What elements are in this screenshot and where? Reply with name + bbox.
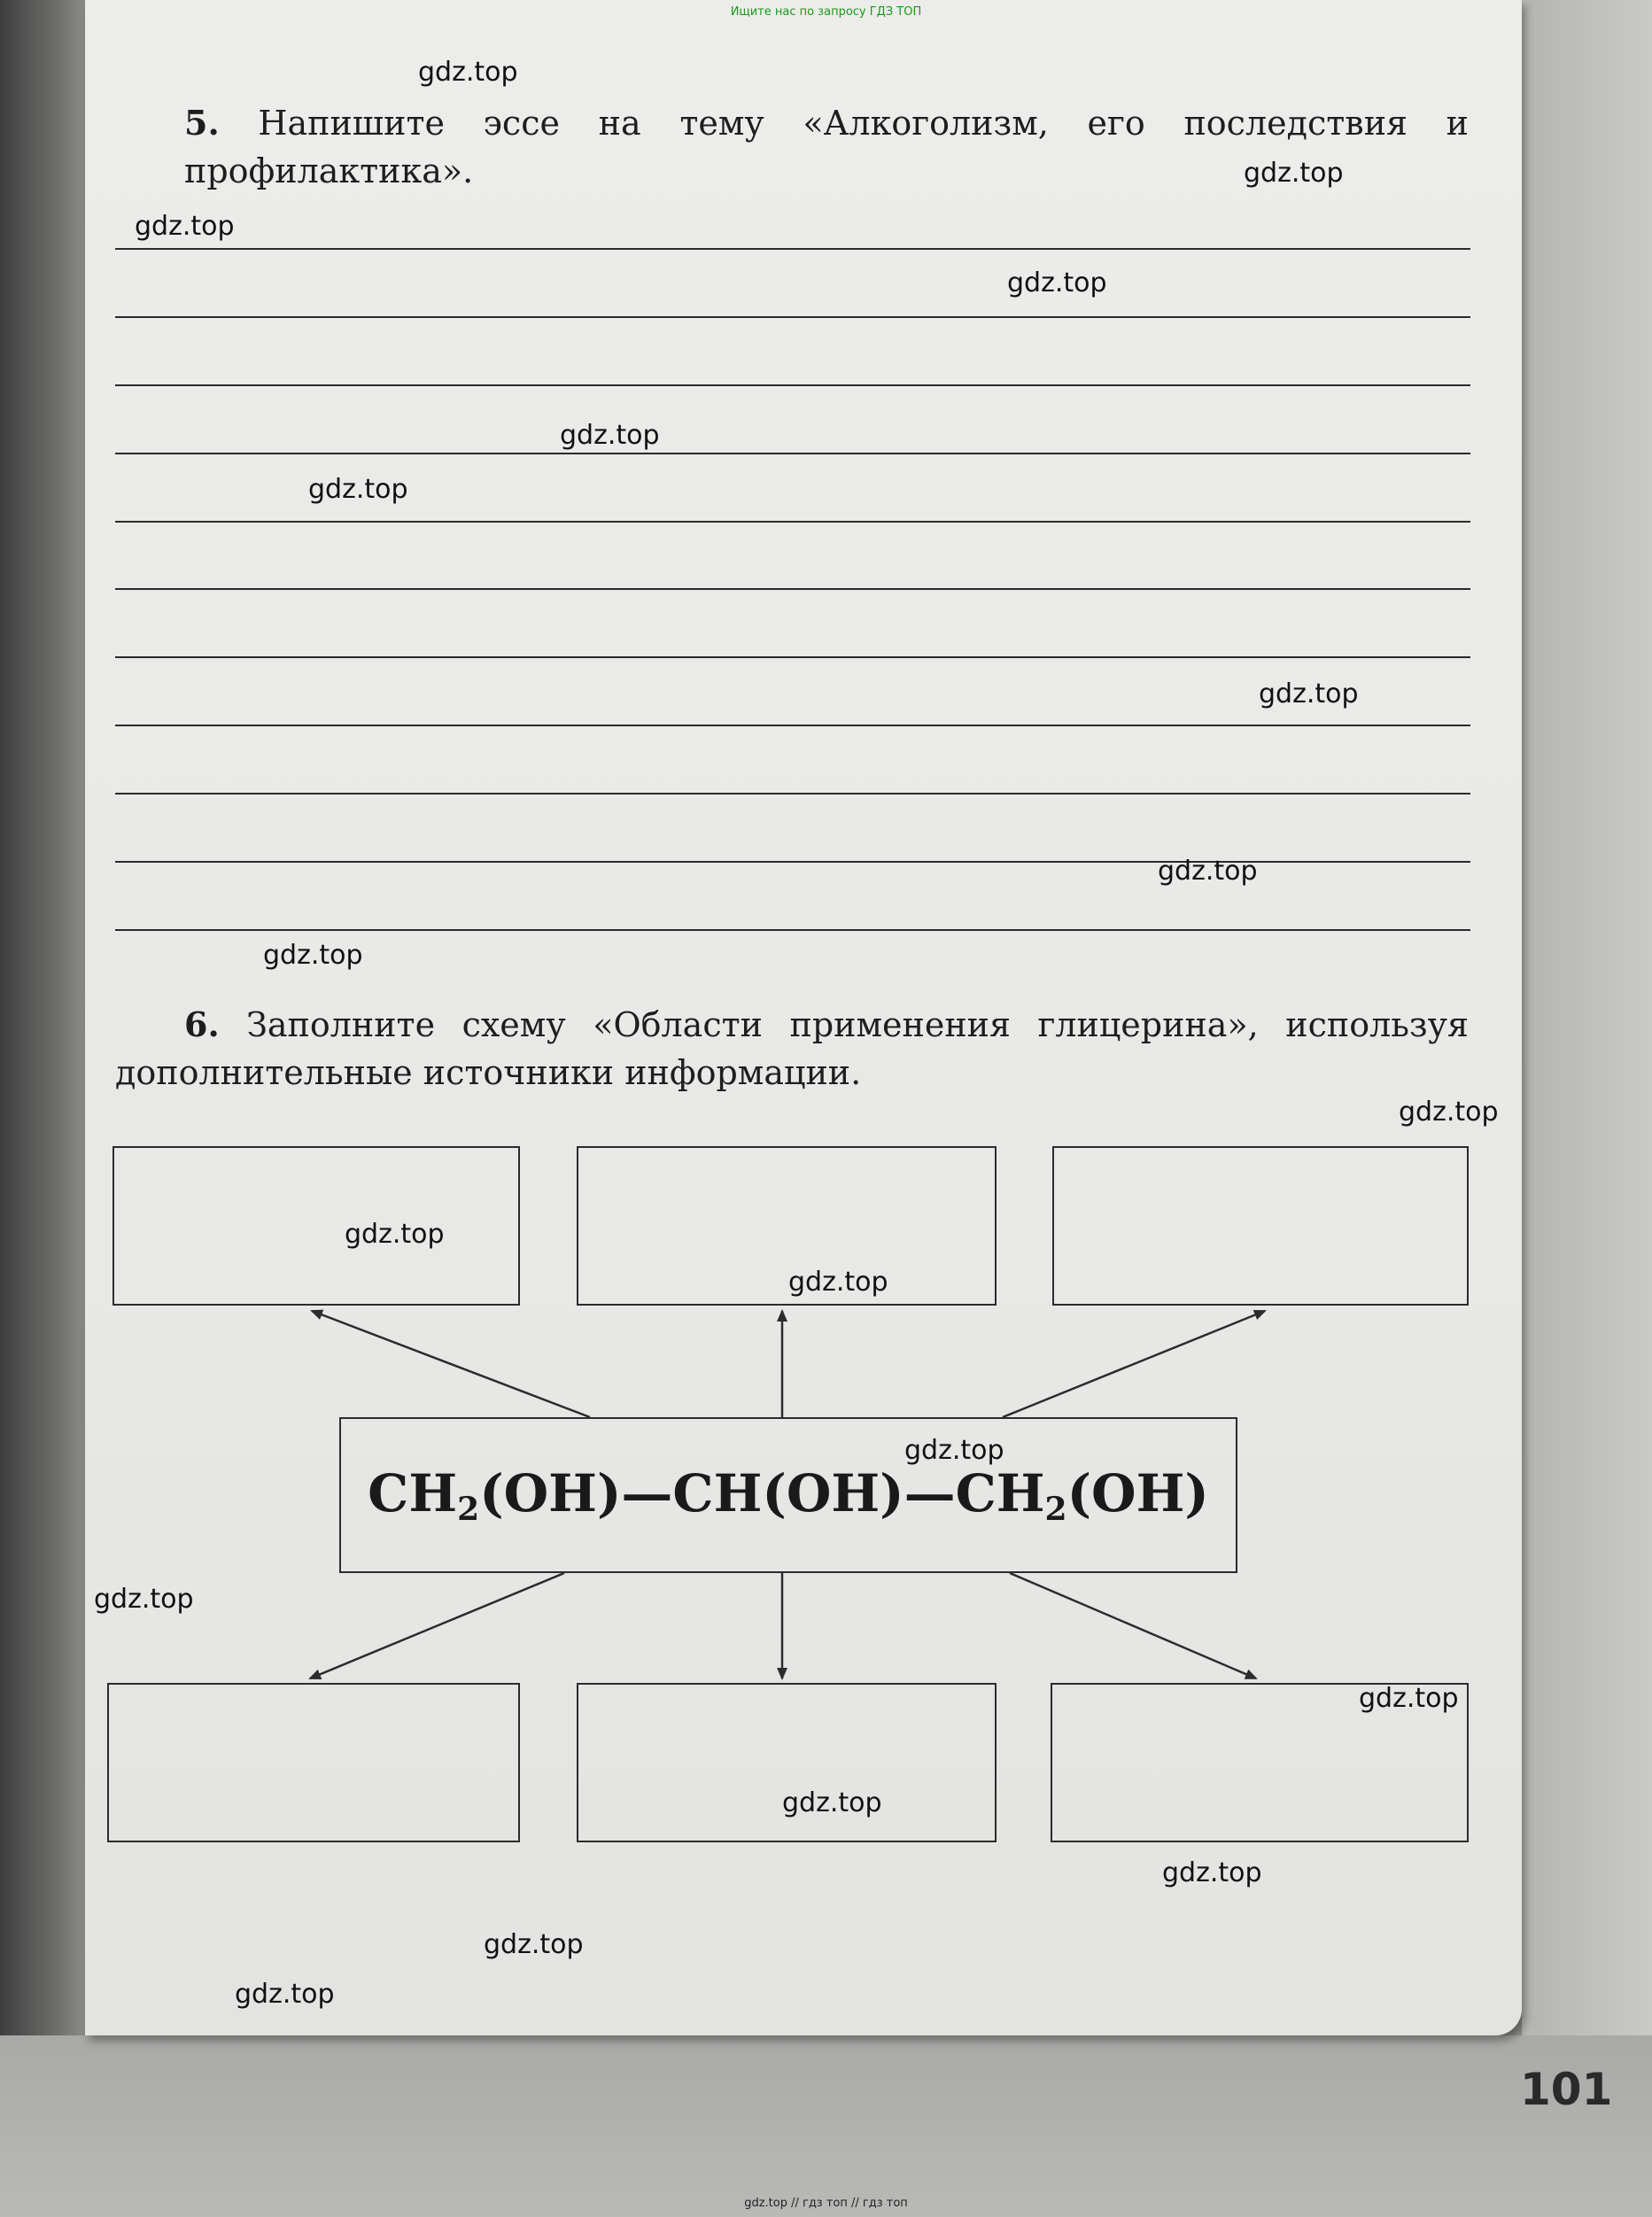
arrow-to-top-right <box>1003 1311 1265 1417</box>
glycerol-formula: $CH_2(OH)—CH(OH)—CH_2(OH)$ <box>368 1462 1209 1528</box>
top-search-hint[interactable]: Ищите нас по запросу ГДЗ ТОП <box>730 5 922 19</box>
task-5-number: 5. <box>184 103 220 143</box>
watermark: gdz.top <box>560 420 660 451</box>
task-6-number: 6. <box>184 1004 220 1044</box>
bottom-footer-link[interactable]: gdz.top // гдз топ // гдз топ <box>744 2197 908 2210</box>
watermark: gdz.top <box>135 211 235 242</box>
watermark: gdz.top <box>788 1267 888 1298</box>
watermark: gdz.top <box>418 57 518 88</box>
watermark: gdz.top <box>308 474 408 505</box>
watermark: gdz.top <box>904 1435 1004 1466</box>
arrow-to-bottom-left <box>310 1573 564 1678</box>
task-6-text: Заполните схему «Области применения глицерина», используя дополнительные источники информации. <box>115 1005 1469 1092</box>
watermark: gdz.top <box>1244 158 1344 189</box>
watermark: gdz.top <box>1359 1683 1459 1714</box>
watermark: gdz.top <box>1158 856 1258 887</box>
watermark: gdz.top <box>1399 1097 1499 1128</box>
watermark: gdz.top <box>235 1979 335 2010</box>
arrow-to-bottom-right <box>1010 1573 1256 1678</box>
watermark: gdz.top <box>263 940 363 971</box>
watermark: gdz.top <box>782 1787 882 1818</box>
watermark: gdz.top <box>345 1219 445 1250</box>
page-number: 101 <box>1520 2064 1613 2115</box>
watermark: gdz.top <box>1162 1857 1262 1888</box>
task-5-text: Напишите эссе на тему «Алкоголизм, его последствия и профилактика». <box>184 104 1469 190</box>
watermark: gdz.top <box>1007 267 1107 298</box>
watermark: gdz.top <box>1259 678 1359 709</box>
watermark: gdz.top <box>94 1584 194 1615</box>
arrow-to-top-left <box>312 1311 590 1417</box>
watermark: gdz.top <box>484 1929 584 1960</box>
